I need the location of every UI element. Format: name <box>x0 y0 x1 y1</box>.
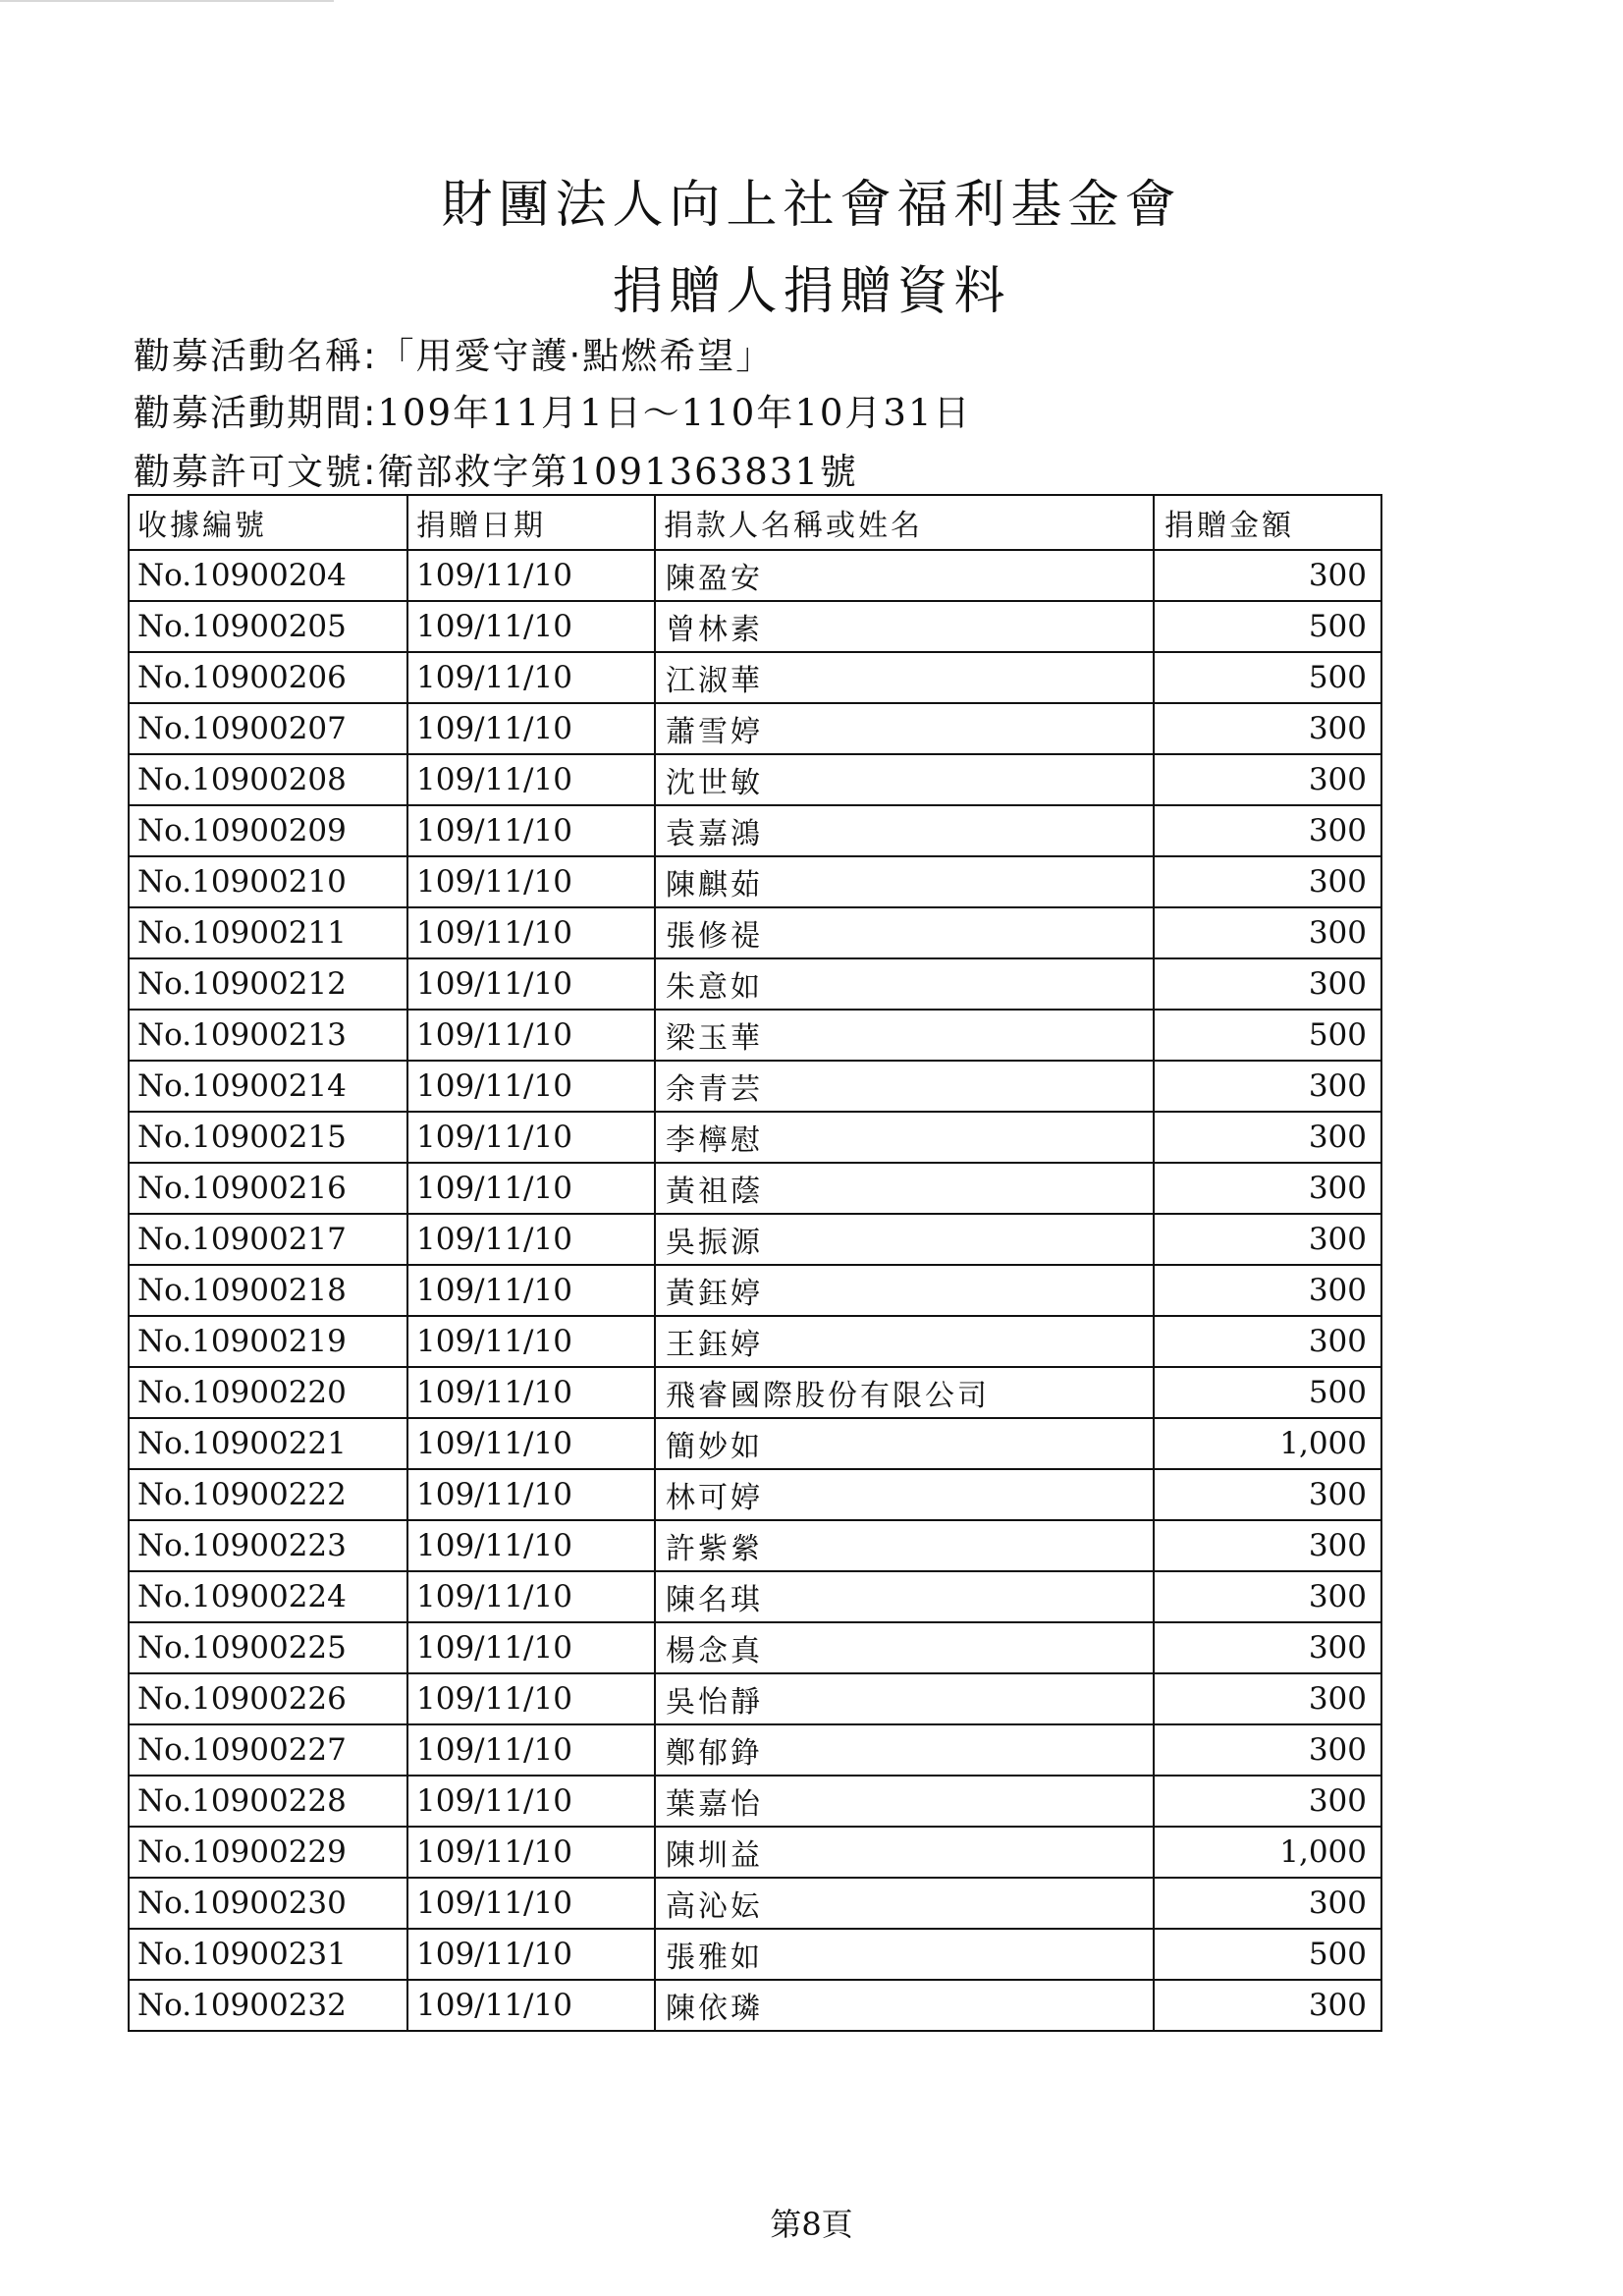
donation-date-cell: 109/11/10 <box>407 1878 655 1929</box>
table-row <box>129 1520 1381 1571</box>
table-row <box>129 958 1381 1010</box>
table-row <box>129 1878 1381 1929</box>
donor-name-cell: 飛睿國際股份有限公司 <box>655 1367 1154 1418</box>
donation-date-cell: 109/11/10 <box>407 703 655 754</box>
donation-date-cell: 109/11/10 <box>407 1571 655 1622</box>
receipt-number-cell: No.10900207 <box>129 703 407 754</box>
receipt-number-cell: No.10900209 <box>129 805 407 856</box>
table-row <box>129 1163 1381 1214</box>
donor-name-cell: 陳盈安 <box>655 550 1154 601</box>
receipt-number-cell: No.10900213 <box>129 1010 407 1061</box>
donation-amount-cell: 300 <box>1154 1724 1381 1776</box>
receipt-number-cell: No.10900219 <box>129 1316 407 1367</box>
receipt-number-cell: No.10900225 <box>129 1622 407 1673</box>
donation-date-cell: 109/11/10 <box>407 550 655 601</box>
donor-name-cell: 沈世敏 <box>655 754 1154 805</box>
table-row <box>129 1316 1381 1367</box>
donor-name-cell: 王鈺婷 <box>655 1316 1154 1367</box>
receipt-number-cell: No.10900215 <box>129 1112 407 1163</box>
table-row <box>129 1265 1381 1316</box>
donation-date-cell: 109/11/10 <box>407 601 655 652</box>
donor-name-cell: 張雅如 <box>655 1929 1154 1980</box>
donation-date-cell: 109/11/10 <box>407 1418 655 1469</box>
table-row <box>129 1724 1381 1776</box>
donation-amount-cell: 300 <box>1154 703 1381 754</box>
donor-name-cell: 吳怡靜 <box>655 1673 1154 1724</box>
donor-name-cell: 陳名琪 <box>655 1571 1154 1622</box>
donation-amount-cell: 500 <box>1154 1929 1381 1980</box>
table-row <box>129 550 1381 601</box>
page-prefix: 第 <box>770 2206 802 2243</box>
receipt-number-cell: No.10900232 <box>129 1980 407 2031</box>
donation-amount-cell: 300 <box>1154 805 1381 856</box>
receipt-number-cell: No.10900231 <box>129 1929 407 1980</box>
donor-name-cell: 曾林素 <box>655 601 1154 652</box>
receipt-number-cell: No.10900220 <box>129 1367 407 1418</box>
donation-amount-cell: 300 <box>1154 1316 1381 1367</box>
donation-date-cell: 109/11/10 <box>407 1469 655 1520</box>
donation-date-cell: 109/11/10 <box>407 1265 655 1316</box>
table-row <box>129 1469 1381 1520</box>
table-row <box>129 703 1381 754</box>
donation-amount-cell: 1,000 <box>1154 1827 1381 1878</box>
donor-name-cell: 鄭郁錚 <box>655 1724 1154 1776</box>
receipt-number-cell: No.10900214 <box>129 1061 407 1112</box>
permit-number-value: 衛部救字第1091363831號 <box>377 451 858 493</box>
column-header-donation-amount: 捐贈金額 <box>1154 495 1381 550</box>
donor-name-cell: 朱意如 <box>655 958 1154 1010</box>
donation-amount-cell: 300 <box>1154 1520 1381 1571</box>
donation-amount-cell: 500 <box>1154 601 1381 652</box>
organization-title: 財團法人向上社會福利基金會 <box>441 176 1182 235</box>
receipt-number-cell: No.10900216 <box>129 1163 407 1214</box>
donor-name-cell: 張修禔 <box>655 907 1154 958</box>
column-header-donor-name: 捐款人名稱或姓名 <box>655 495 1154 550</box>
donation-amount-cell: 500 <box>1154 1367 1381 1418</box>
receipt-number-cell: No.10900212 <box>129 958 407 1010</box>
donation-date-cell: 109/11/10 <box>407 1214 655 1265</box>
receipt-number-cell: No.10900223 <box>129 1520 407 1571</box>
scan-mark <box>0 0 334 2</box>
receipt-number-cell: No.10900205 <box>129 601 407 652</box>
table-row <box>129 1571 1381 1622</box>
donation-date-cell: 109/11/10 <box>407 1622 655 1673</box>
donation-amount-cell: 1,000 <box>1154 1418 1381 1469</box>
receipt-number-cell: No.10900228 <box>129 1776 407 1827</box>
table-row <box>129 907 1381 958</box>
donation-date-cell: 109/11/10 <box>407 1112 655 1163</box>
table-row <box>129 652 1381 703</box>
donor-name-cell: 余青芸 <box>655 1061 1154 1112</box>
donor-name-cell: 林可婷 <box>655 1469 1154 1520</box>
donor-name-cell: 陳依璘 <box>655 1980 1154 2031</box>
table-row <box>129 1622 1381 1673</box>
donation-amount-cell: 300 <box>1154 1622 1381 1673</box>
receipt-number-cell: No.10900224 <box>129 1571 407 1622</box>
receipt-number-cell: No.10900230 <box>129 1878 407 1929</box>
table-row <box>129 1418 1381 1469</box>
page-number-footer <box>0 2200 1623 2245</box>
donation-date-cell: 109/11/10 <box>407 1010 655 1061</box>
table-row <box>129 1776 1381 1827</box>
page-number: 8 <box>801 2206 822 2243</box>
permit-number-label: 勸募許可文號: <box>134 451 378 493</box>
donation-table <box>128 494 1382 2032</box>
donation-amount-cell: 300 <box>1154 1776 1381 1827</box>
activity-period-line <box>134 383 972 436</box>
activity-period-label: 勸募活動期間: <box>134 392 378 434</box>
document-subtitle: 捐贈人捐贈資料 <box>612 262 1011 321</box>
donation-date-cell: 109/11/10 <box>407 1367 655 1418</box>
donation-amount-cell: 300 <box>1154 1673 1381 1724</box>
donation-date-cell: 109/11/10 <box>407 1316 655 1367</box>
donation-amount-cell: 300 <box>1154 1214 1381 1265</box>
table-row <box>129 1010 1381 1061</box>
table-row <box>129 1367 1381 1418</box>
donation-date-cell: 109/11/10 <box>407 958 655 1010</box>
column-header-receipt-number: 收據編號 <box>129 495 407 550</box>
donation-date-cell: 109/11/10 <box>407 1673 655 1724</box>
donor-name-cell: 蕭雪婷 <box>655 703 1154 754</box>
donation-amount-cell: 500 <box>1154 652 1381 703</box>
permit-number-line <box>134 442 858 495</box>
donation-amount-cell: 300 <box>1154 754 1381 805</box>
donation-date-cell: 109/11/10 <box>407 1776 655 1827</box>
activity-period-value: 109年11月1日～110年10月31日 <box>377 392 972 434</box>
donation-amount-cell: 300 <box>1154 856 1381 907</box>
donor-name-cell: 梁玉華 <box>655 1010 1154 1061</box>
donor-name-cell: 黃鈺婷 <box>655 1265 1154 1316</box>
donation-amount-cell: 300 <box>1154 1980 1381 2031</box>
donor-name-cell: 陳麒茹 <box>655 856 1154 907</box>
donation-date-cell: 109/11/10 <box>407 652 655 703</box>
donation-date-cell: 109/11/10 <box>407 1980 655 2031</box>
donor-name-cell: 陳圳益 <box>655 1827 1154 1878</box>
receipt-number-cell: No.10900204 <box>129 550 407 601</box>
donor-name-cell: 簡妙如 <box>655 1418 1154 1469</box>
table-header-row <box>129 495 1381 550</box>
receipt-number-cell: No.10900211 <box>129 907 407 958</box>
table-row <box>129 1061 1381 1112</box>
receipt-number-cell: No.10900218 <box>129 1265 407 1316</box>
donation-amount-cell: 300 <box>1154 1469 1381 1520</box>
donor-name-cell: 楊念真 <box>655 1622 1154 1673</box>
activity-name-value: 「用愛守護‧點燃希望」 <box>377 335 775 377</box>
receipt-number-cell: No.10900227 <box>129 1724 407 1776</box>
donation-amount-cell: 300 <box>1154 1163 1381 1214</box>
receipt-number-cell: No.10900221 <box>129 1418 407 1469</box>
donor-name-cell: 許紫縈 <box>655 1520 1154 1571</box>
donation-amount-cell: 300 <box>1154 550 1381 601</box>
activity-name-line <box>134 326 774 379</box>
table-row <box>129 856 1381 907</box>
donor-name-cell: 李檸慰 <box>655 1112 1154 1163</box>
donation-amount-cell: 300 <box>1154 1061 1381 1112</box>
donor-name-cell: 高沁妘 <box>655 1878 1154 1929</box>
donation-amount-cell: 300 <box>1154 907 1381 958</box>
receipt-number-cell: No.10900210 <box>129 856 407 907</box>
donation-date-cell: 109/11/10 <box>407 1520 655 1571</box>
donation-date-cell: 109/11/10 <box>407 907 655 958</box>
donation-amount-cell: 300 <box>1154 1571 1381 1622</box>
table-row <box>129 1112 1381 1163</box>
page-suffix: 頁 <box>821 2206 853 2243</box>
donor-name-cell: 葉嘉怡 <box>655 1776 1154 1827</box>
receipt-number-cell: No.10900226 <box>129 1673 407 1724</box>
donor-name-cell: 江淑華 <box>655 652 1154 703</box>
donation-date-cell: 109/11/10 <box>407 1061 655 1112</box>
donation-date-cell: 109/11/10 <box>407 856 655 907</box>
donation-date-cell: 109/11/10 <box>407 1929 655 1980</box>
table-row <box>129 1214 1381 1265</box>
donation-date-cell: 109/11/10 <box>407 1827 655 1878</box>
donation-amount-cell: 300 <box>1154 1878 1381 1929</box>
donation-date-cell: 109/11/10 <box>407 805 655 856</box>
donor-name-cell: 吳振源 <box>655 1214 1154 1265</box>
donor-name-cell: 袁嘉鴻 <box>655 805 1154 856</box>
table-row <box>129 1827 1381 1878</box>
donation-date-cell: 109/11/10 <box>407 754 655 805</box>
table-row <box>129 754 1381 805</box>
table-row <box>129 1673 1381 1724</box>
receipt-number-cell: No.10900217 <box>129 1214 407 1265</box>
table-row <box>129 1929 1381 1980</box>
receipt-number-cell: No.10900206 <box>129 652 407 703</box>
donation-date-cell: 109/11/10 <box>407 1163 655 1214</box>
table-row <box>129 601 1381 652</box>
table-row <box>129 805 1381 856</box>
column-header-donation-date: 捐贈日期 <box>407 495 655 550</box>
receipt-number-cell: No.10900208 <box>129 754 407 805</box>
donation-amount-cell: 300 <box>1154 958 1381 1010</box>
donation-amount-cell: 300 <box>1154 1112 1381 1163</box>
donation-amount-cell: 500 <box>1154 1010 1381 1061</box>
donation-amount-cell: 300 <box>1154 1265 1381 1316</box>
donation-date-cell: 109/11/10 <box>407 1724 655 1776</box>
activity-name-label: 勸募活動名稱: <box>134 335 378 377</box>
receipt-number-cell: No.10900222 <box>129 1469 407 1520</box>
receipt-number-cell: No.10900229 <box>129 1827 407 1878</box>
donor-name-cell: 黃祖蔭 <box>655 1163 1154 1214</box>
table-row <box>129 1980 1381 2031</box>
